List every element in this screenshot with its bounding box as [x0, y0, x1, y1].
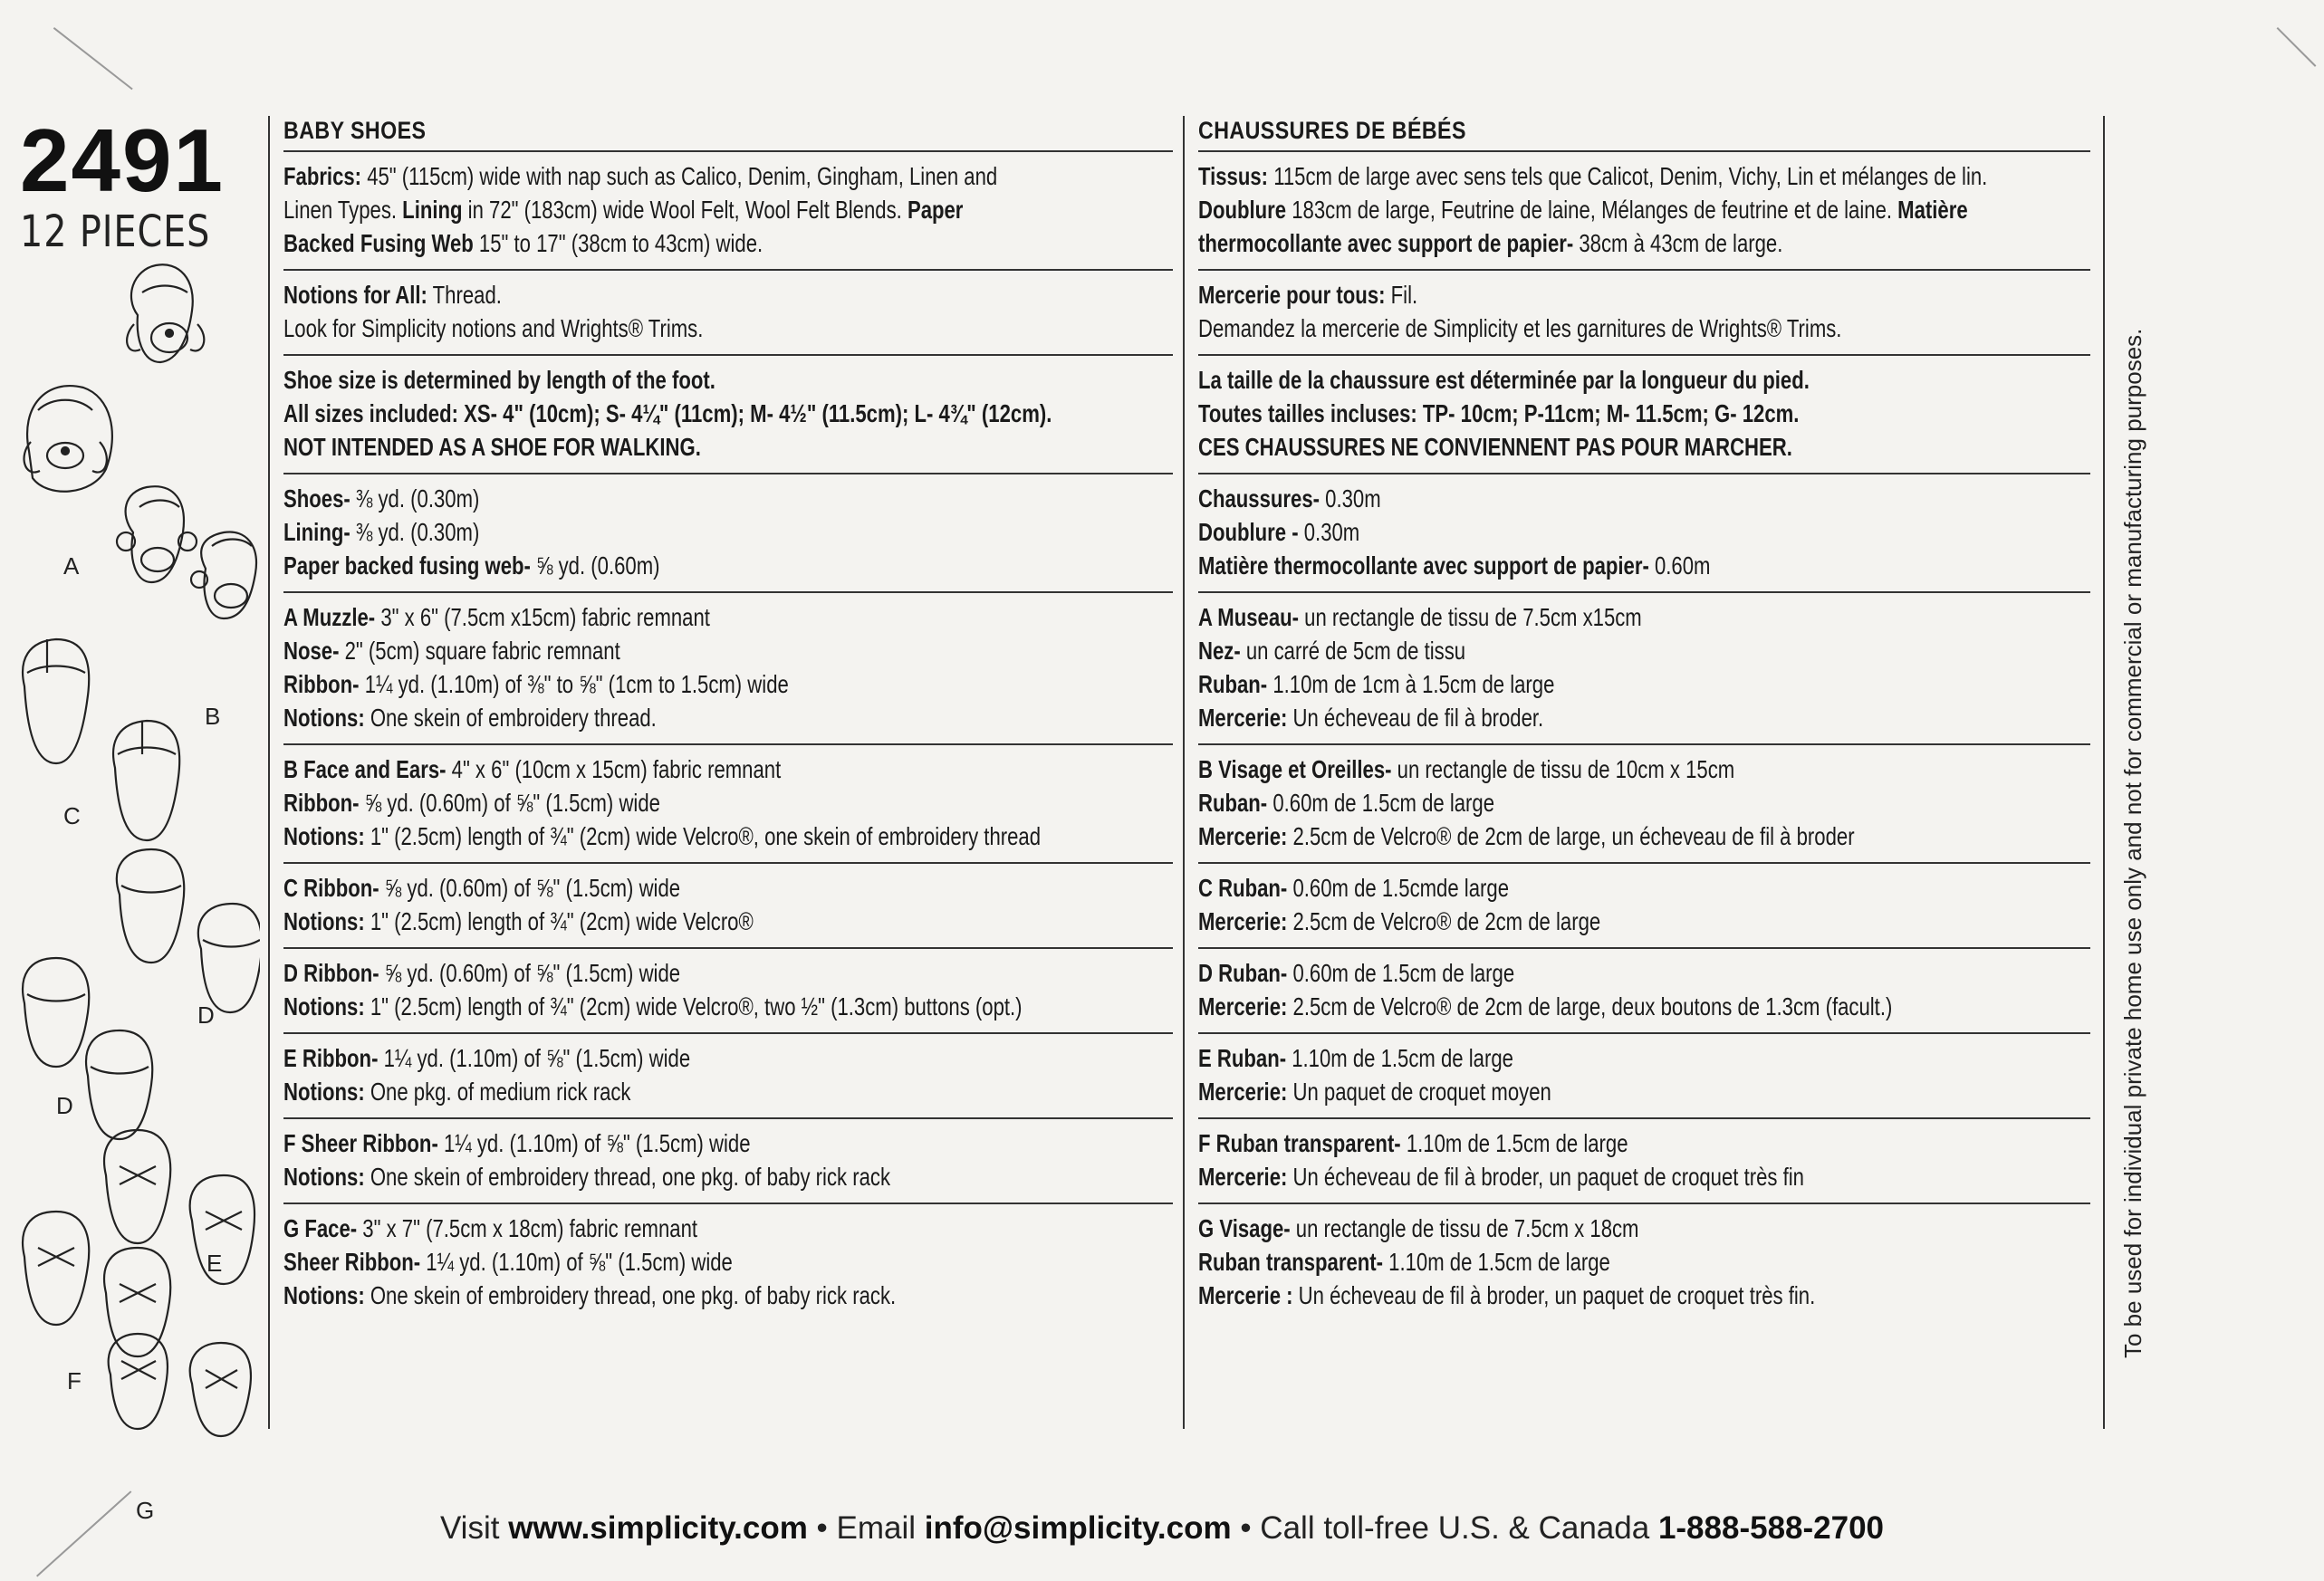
detail-text: 183cm de large, Feutrine de laine, Mélanges de feutrine et de laine. [1286, 196, 1898, 224]
detail-text: 2.5cm de Velcro® de 2cm de large, deux boutons de 1.3cm (facult.) [1287, 992, 1893, 1020]
french-section [1198, 1117, 2090, 1203]
detail-text: 38cm à 43cm de large. [1573, 229, 1783, 257]
detail-text: Un écheveau de fil à broder. [1287, 704, 1544, 732]
view-c-sketch [23, 639, 179, 840]
bold-label: All sizes included: XS- 4" (10cm); S- 4¼" (11cm); M- 4½" (11.5cm); L- 4¾" (12cm). [283, 399, 1052, 427]
requirement-line [1198, 1212, 2093, 1245]
detail-text: ⅜ yd. (0.30m) [350, 484, 480, 513]
view-b-sketch [117, 486, 256, 618]
requirement-line [1198, 956, 2093, 990]
french-section [1198, 354, 2090, 473]
detail-text: 1" (2.5cm) length of ¾" (2cm) wide Velcro®, one skein of embroidery thread [364, 822, 1042, 850]
english-section [283, 591, 1173, 743]
detail-text: Thread. [427, 281, 502, 309]
english-title: BABY SHOES [283, 117, 427, 144]
requirement-line [1198, 515, 2093, 549]
view-letter-b: B [205, 703, 221, 730]
detail-text: 0.60m de 1.5cm de large [1287, 959, 1515, 987]
bold-label: Shoes- [283, 484, 351, 513]
bold-label: Notions: [283, 907, 365, 935]
bold-label: B Visage et Oreilles- [1198, 755, 1392, 783]
bold-label: Toutes tailles incluses: TP- 10cm; P-11cm; M- 11.5cm; G- 12cm. [1198, 399, 1800, 427]
bold-label: Notions: [283, 1078, 365, 1106]
detail-text: ⅜ yd. (0.30m) [350, 518, 480, 546]
view-e-sketch [104, 1130, 254, 1284]
pattern-number: 2491 [20, 110, 226, 210]
requirement-line [1198, 1279, 2093, 1312]
requirement-line [1198, 193, 2093, 226]
bold-label: CES CHAUSSURES NE CONVIENNENT PAS POUR MARCHER. [1198, 433, 1792, 461]
detail-text: Un écheveau de fil à broder, un paquet de croquet très fin. [1292, 1281, 1816, 1309]
english-section [283, 743, 1173, 862]
detail-text: 0.30m [1320, 484, 1381, 513]
english-section [283, 862, 1173, 947]
bold-label: Ruban transparent- [1198, 1248, 1384, 1276]
requirement-line [1198, 1075, 2093, 1108]
pattern-info-column [20, 110, 260, 1524]
requirement-line [1198, 430, 2093, 464]
bold-label: Doublure - [1198, 518, 1299, 546]
requirement-line [283, 397, 1176, 430]
requirement-line [1198, 634, 2093, 667]
french-column [1198, 110, 2090, 1321]
bold-label: Nose- [283, 637, 340, 665]
bold-label: D Ribbon- [283, 959, 379, 987]
column-rule-2 [1183, 116, 1185, 1429]
detail-text: 45" (115cm) wide with nap such as Calico, Denim, Gingham, Linen and [361, 162, 998, 190]
bold-label: Chaussures- [1198, 484, 1320, 513]
bold-label: Notions: [283, 822, 365, 850]
bold-label: thermocollante avec support de papier- [1198, 229, 1574, 257]
requirement-line [1198, 482, 2093, 515]
detail-text: Fil. [1385, 281, 1418, 309]
detail-text: 4" x 6" (10cm x 15cm) fabric remnant [446, 755, 782, 783]
detail-text: in 72" (183cm) wide Wool Felt, Wool Felt Blends. [462, 196, 908, 224]
detail-text: 0.60m de 1.5cm de large [1267, 789, 1495, 817]
requirement-line [1198, 159, 2093, 193]
detail-text: 1.10m de 1cm à 1.5cm de large [1267, 670, 1555, 698]
view-letter-e: E [206, 1250, 223, 1277]
bold-label: D Ruban- [1198, 959, 1288, 987]
requirement-line [283, 278, 1176, 311]
detail-text: un rectangle de tissu de 10cm x 15cm [1391, 755, 1735, 783]
view-letter-a: A [63, 552, 80, 580]
bold-label: Nez- [1198, 637, 1241, 665]
requirement-line [1198, 905, 2093, 938]
requirement-line [1198, 990, 2093, 1023]
requirement-line [283, 1041, 1176, 1075]
requirement-line [1198, 600, 2093, 634]
french-section [1198, 1203, 2090, 1321]
bold-label: Mercerie : [1198, 1281, 1293, 1309]
footer-phone: 1-888-588-2700 [1657, 1510, 1885, 1546]
bold-label: Mercerie: [1198, 1078, 1288, 1106]
french-title: CHAUSSURES DE BÉBÉS [1198, 117, 1466, 144]
requirement-line [283, 905, 1176, 938]
bold-label: F Ruban transparent- [1198, 1129, 1401, 1157]
bold-label: Notions for All: [283, 281, 427, 309]
requirement-line [283, 1245, 1176, 1279]
detail-text: un carré de 5cm de tissu [1240, 637, 1466, 665]
view-g-sketch [109, 1334, 251, 1436]
footer-email-label: • Email [807, 1510, 925, 1546]
detail-text: ⅝ yd. (0.60m) of ⅝" (1.5cm) wide [379, 959, 681, 987]
bold-label: NOT INTENDED AS A SHOE FOR WALKING. [283, 433, 701, 461]
requirement-line [1198, 1126, 2093, 1160]
detail-text: 1.10m de 1.5cm de large [1383, 1248, 1610, 1276]
bold-label: G Face- [283, 1214, 358, 1242]
requirement-line [283, 1075, 1176, 1108]
detail-text: 15" to 17" (38cm to 43cm) wide. [473, 229, 763, 257]
detail-text: 1¼ yd. (1.10m) of ⅝" (1.5cm) wide [378, 1044, 691, 1072]
requirement-line [1198, 871, 2093, 905]
english-section [283, 269, 1173, 354]
bold-label: Paper backed fusing web- [283, 551, 531, 580]
requirement-line [283, 515, 1176, 549]
detail-text: One skein of embroidery thread, one pkg. of baby rick rack. [364, 1281, 897, 1309]
requirement-line [283, 363, 1176, 397]
requirement-line [283, 667, 1176, 701]
bold-label: Notions: [283, 1281, 365, 1309]
bold-label: F Sheer Ribbon- [283, 1129, 438, 1157]
detail-text: One skein of embroidery thread, one pkg. of baby rick rack [364, 1163, 891, 1191]
view-letter-d: D [197, 1001, 215, 1029]
bold-label: Lining- [283, 518, 351, 546]
detail-text: ⅝ yd. (0.60m) [530, 551, 660, 580]
english-column [283, 110, 1173, 1321]
requirement-line [283, 634, 1176, 667]
detail-text: Demandez la mercerie de Simplicity et les garnitures de Wrights® Trims. [1198, 314, 1842, 342]
view-sketches [20, 261, 260, 1524]
bold-label: Mercerie: [1198, 992, 1288, 1020]
requirement-line [1198, 226, 2093, 260]
piece-count: 12 PIECES [20, 206, 211, 257]
requirement-line [283, 990, 1176, 1023]
bold-label: Ribbon- [283, 670, 360, 698]
bold-label: E Ribbon- [283, 1044, 379, 1072]
requirement-line [1198, 819, 2093, 853]
bold-label: Tissus: [1198, 162, 1269, 190]
bold-label: Mercerie: [1198, 1163, 1288, 1191]
french-section [1198, 1032, 2090, 1117]
french-section [1198, 269, 2090, 354]
footer-visit: Visit [439, 1510, 509, 1546]
bold-label: Ruban- [1198, 789, 1268, 817]
footer-phone-label: • Call toll-free U.S. & Canada [1231, 1510, 1658, 1546]
requirement-line [1198, 397, 2093, 430]
bold-label: Doublure [1198, 196, 1287, 224]
requirement-line [1198, 549, 2093, 582]
french-sections [1198, 150, 2090, 1321]
bold-label: Ruban- [1198, 670, 1268, 698]
requirement-line [283, 871, 1176, 905]
requirement-line [283, 549, 1176, 582]
corner-line-top-left [53, 27, 133, 90]
english-section [283, 947, 1173, 1032]
bold-label: Notions: [283, 1163, 365, 1191]
detail-text: One skein of embroidery thread. [364, 704, 657, 732]
bold-label: Ribbon- [283, 789, 360, 817]
detail-text: 2" (5cm) square fabric remnant [339, 637, 620, 665]
bold-label: Mercerie: [1198, 907, 1288, 935]
detail-text: 2.5cm de Velcro® de 2cm de large [1287, 907, 1601, 935]
bold-label: E Ruban- [1198, 1044, 1287, 1072]
shoe-sketches-drawing [20, 261, 260, 1438]
requirement-line [1198, 311, 2093, 345]
bold-label: B Face and Ears- [283, 755, 447, 783]
requirement-line [283, 600, 1176, 634]
column-rule-3 [2103, 116, 2105, 1429]
requirement-line [283, 819, 1176, 853]
detail-text: 1.10m de 1.5cm de large [1286, 1044, 1513, 1072]
detail-text: 0.60m de 1.5cmde large [1287, 874, 1510, 902]
detail-text: 3" x 6" (7.5cm x15cm) fabric remnant [375, 603, 710, 631]
bold-label: Lining [402, 196, 463, 224]
bold-label: Shoe size is determined by length of the foot. [283, 366, 715, 394]
requirement-line [283, 311, 1176, 345]
bold-label: Mercerie: [1198, 822, 1288, 850]
requirement-line [1198, 786, 2093, 819]
bold-label: C Ruban- [1198, 874, 1288, 902]
requirement-line [1198, 1245, 2093, 1279]
french-section [1198, 862, 2090, 947]
requirement-line [283, 1126, 1176, 1160]
requirement-line [283, 956, 1176, 990]
detail-text: 0.60m [1648, 551, 1711, 580]
detail-text: un rectangle de tissu de 7.5cm x15cm [1299, 603, 1642, 631]
english-section [283, 1203, 1173, 1321]
requirement-line [1198, 667, 2093, 701]
footer-email-link[interactable]: info@simplicity.com [924, 1510, 1232, 1546]
detail-text: One pkg. of medium rick rack [364, 1078, 631, 1106]
view-letter-c: C [63, 802, 81, 829]
requirement-line [1198, 701, 2093, 734]
detail-text: 115cm de large avec sens tels que Calicot, Denim, Vichy, Lin et mélanges de lin. [1268, 162, 1988, 190]
usage-disclaimer: To be used for individual private home use only and not for commercial or manufacturing purposes. [2119, 328, 2146, 1358]
detail-text: ⅝ yd. (0.60m) of ⅝" (1.5cm) wide [359, 789, 660, 817]
requirement-line [283, 1212, 1176, 1245]
detail-text: 0.30m [1298, 518, 1360, 546]
bold-label: Matière [1897, 196, 1968, 224]
view-letter-g: G [136, 1497, 155, 1524]
corner-line-top-right [2277, 27, 2317, 67]
view-letter-d-2: D [56, 1092, 73, 1119]
requirement-line [283, 1160, 1176, 1193]
requirement-line [283, 482, 1176, 515]
detail-text: 1" (2.5cm) length of ¾" (2cm) wide Velcro® [364, 907, 754, 935]
requirement-line [1198, 278, 2093, 311]
detail-text: un rectangle de tissu de 7.5cm x 18cm [1290, 1214, 1639, 1242]
footer-website-link[interactable]: www.simplicity.com [508, 1510, 808, 1546]
requirement-line [283, 786, 1176, 819]
bold-label: Matière thermocollante avec support de papier- [1198, 551, 1649, 580]
view-a-sketch [24, 264, 205, 492]
bold-label: Backed Fusing Web [283, 229, 474, 257]
contact-footer [0, 1510, 2324, 1547]
requirement-line [283, 193, 1176, 226]
detail-text: 1¼ yd. (1.10m) of ⅝" (1.5cm) wide [437, 1129, 751, 1157]
detail-text: ⅝ yd. (0.60m) of ⅝" (1.5cm) wide [379, 874, 681, 902]
view-letter-f: F [67, 1367, 82, 1394]
detail-text: 1¼ yd. (1.10m) of ⅝" (1.5cm) wide [420, 1248, 733, 1276]
requirement-line [1198, 752, 2093, 786]
english-sections [283, 150, 1173, 1321]
bold-label: A Muzzle- [283, 603, 376, 631]
requirement-line [283, 1279, 1176, 1312]
requirement-line [1198, 1160, 2093, 1193]
english-section [283, 1117, 1173, 1203]
french-section [1198, 473, 2090, 591]
french-section [1198, 591, 2090, 743]
english-section [283, 354, 1173, 473]
french-section [1198, 150, 2090, 269]
english-section [283, 150, 1173, 269]
bold-label: La taille de la chaussure est déterminée par la longueur du pied. [1198, 366, 1810, 394]
english-section [283, 473, 1173, 591]
detail-text: Un écheveau de fil à broder, un paquet de croquet très fin [1287, 1163, 1804, 1191]
bold-label: Notions: [283, 704, 365, 732]
requirement-line [283, 752, 1176, 786]
french-section [1198, 743, 2090, 862]
requirement-line [283, 226, 1176, 260]
requirement-line [283, 159, 1176, 193]
bold-label: G Visage- [1198, 1214, 1291, 1242]
bold-label: Sheer Ribbon- [283, 1248, 421, 1276]
requirement-line [283, 701, 1176, 734]
requirement-line [1198, 1041, 2093, 1075]
bold-label: Mercerie: [1198, 704, 1288, 732]
french-section [1198, 947, 2090, 1032]
detail-text: Look for Simplicity notions and Wrights® Trims. [283, 314, 704, 342]
detail-text: 1" (2.5cm) length of ¾" (2cm) wide Velcro®, two ½" (1.3cm) buttons (opt.) [364, 992, 1023, 1020]
bold-label: Paper [907, 196, 964, 224]
detail-text: Un paquet de croquet moyen [1287, 1078, 1551, 1106]
bold-label: Notions: [283, 992, 365, 1020]
bold-label: C Ribbon- [283, 874, 379, 902]
detail-text: 1.10m de 1.5cm de large [1400, 1129, 1628, 1157]
detail-text: 1¼ yd. (1.10m) of ⅜" to ⅝" (1cm to 1.5cm) wide [359, 670, 789, 698]
bold-label: Fabrics: [283, 162, 362, 190]
english-section [283, 1032, 1173, 1117]
requirement-line [1198, 363, 2093, 397]
requirement-line [283, 430, 1176, 464]
bold-label: Mercerie pour tous: [1198, 281, 1386, 309]
detail-text: 3" x 7" (7.5cm x 18cm) fabric remnant [357, 1214, 698, 1242]
column-rule-1 [268, 116, 270, 1429]
bold-label: A Museau- [1198, 603, 1300, 631]
detail-text: 2.5cm de Velcro® de 2cm de large, un écheveau de fil à broder [1287, 822, 1855, 850]
detail-text: Linen Types. [283, 196, 403, 224]
